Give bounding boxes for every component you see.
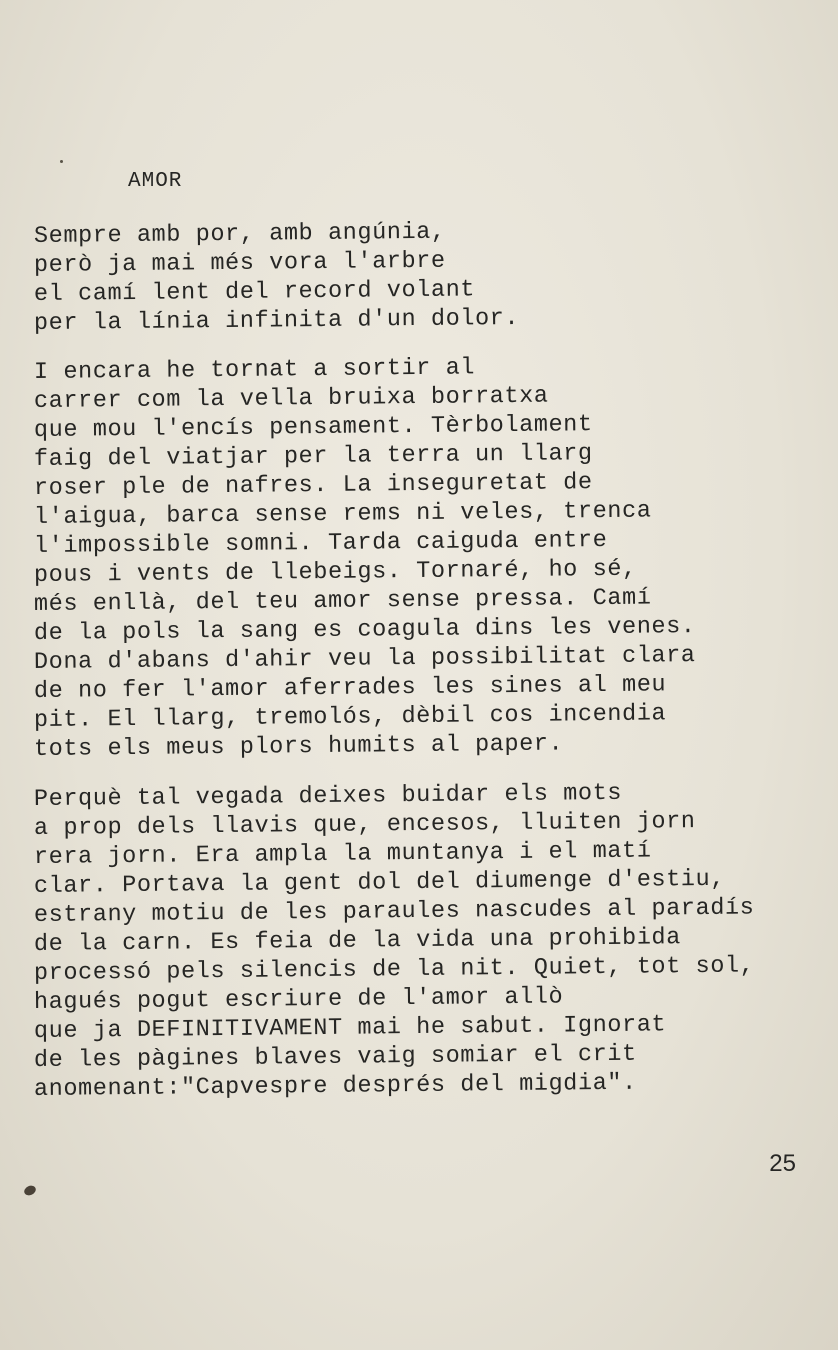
poem-line: pit. El llarg, tremolós, dèbil cos incendia [33,700,667,734]
poem-line: Dona d'abans d'ahir veu la possibilitat clara [33,642,696,676]
poem-line: anomenant:"Capvespre després del migdia". [33,1069,637,1103]
poem-title: AMOR [128,170,183,193]
poem-line: de les pàgines blaves vaig somiar el crit [33,1040,637,1074]
poem-line: de la pols la sang es coagula dins les venes. [33,613,696,647]
poem-line: Sempre amb por, amb angúnia, [33,218,446,250]
ink-dot-mark [60,160,63,163]
poem-line: a prop dels llavis que, encesos, lluiten jorn [33,808,696,842]
poem-line: rera jorn. Era ampla la muntanya i el matí [33,837,652,871]
page-number: 25 [769,1150,796,1177]
stanza-3 [33,779,755,1104]
poem-line: més enllà, del teu amor sense pressa. Camí [33,584,652,618]
poem-line: roser ple de nafres. La inseguretat de [33,469,593,502]
poem-line: tots els meus plors humits al paper. [33,730,564,763]
poem-line: clar. Portava la gent dol del diumenge d'estiu, [33,865,726,900]
poem-line: I encara he tornat a sortir al [33,354,476,386]
stanza-1 [33,218,520,338]
stanza-2 [33,354,696,764]
ink-stain-mark [23,1184,38,1197]
poem-line: pous i vents de llebeigs. Tornaré, ho sé, [33,555,637,589]
poem-line: però ja mai més vora l'arbre [33,247,446,279]
poem-line: estrany motiu de les paraules nascudes al paradís [33,894,755,929]
poem-line: que ja DEFINITIVAMENT mai he sabut. Ignorat [33,1011,667,1045]
poem-line: faig del viatjar per la terra un llarg [33,440,593,473]
poem-line: Perquè tal vegada deixes buidar els mots [33,779,623,813]
poem-line: l'impossible somni. Tarda caiguda entre [33,526,608,560]
poem-line: hagués pogut escriure de l'amor allò [33,983,564,1016]
poem-line: el camí lent del record volant [33,276,476,308]
poem-line: de la carn. Es feia de la vida una prohibida [33,924,682,958]
poem-line: de no fer l'amor aferrades les sines al meu [33,671,667,705]
poem-line: l'aigua, barca sense rems ni veles, trenca [33,497,652,531]
poem-line: que mou l'encís pensament. Tèrbolament [33,411,593,444]
poem-line: processó pels silencis de la nit. Quiet, tot sol, [33,952,755,987]
poem-line: carrer com la vella bruixa borratxa [33,382,549,415]
poem-line: per la línia infinita d'un dolor. [33,304,520,337]
